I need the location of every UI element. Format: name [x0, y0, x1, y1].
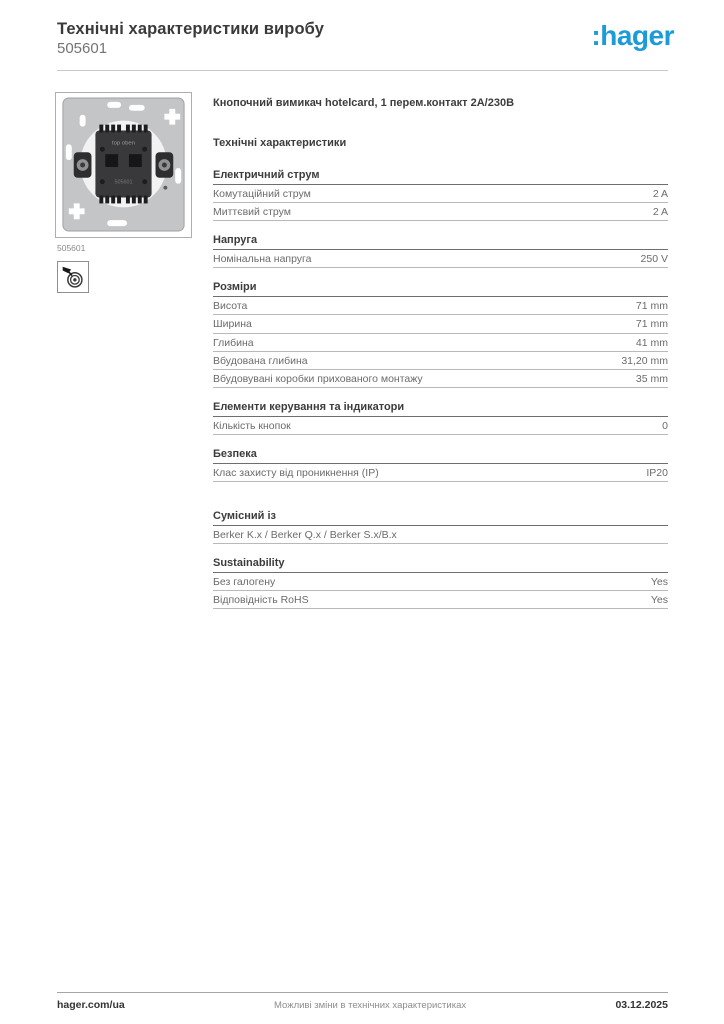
spec-section — [213, 401, 668, 435]
spec-row — [213, 203, 668, 221]
section-rows — [213, 417, 668, 435]
spec-section — [213, 169, 668, 221]
spec-row — [213, 417, 668, 435]
section-title: Елементи керування та індикатори — [213, 401, 668, 417]
spec-value: Yes — [650, 593, 668, 606]
spec-label: Відповідність RoHS — [213, 593, 309, 606]
section-rows — [213, 185, 668, 221]
spec-row — [213, 334, 668, 352]
spec-row — [213, 315, 668, 333]
image-caption: 505601 — [57, 243, 86, 253]
spec-row — [213, 352, 668, 370]
product-image — [55, 92, 192, 238]
spec-label: Клас захисту від проникнення (IP) — [213, 466, 379, 479]
spec-row — [213, 591, 668, 609]
specs-heading: Технічні характеристики — [213, 137, 347, 150]
section-rows — [213, 573, 668, 609]
hager-logo: :hager — [591, 20, 674, 51]
footer-date: 03.12.2025 — [615, 999, 668, 1011]
footer-website: hager.com/ua — [57, 999, 125, 1011]
spec-value: 2 A — [652, 188, 668, 201]
section-title: Безпека — [213, 448, 668, 464]
spec-value: 35 mm — [635, 372, 668, 385]
spec-row — [213, 370, 668, 388]
section-rows — [213, 250, 668, 268]
section-title: Напруга — [213, 234, 668, 250]
spec-label: Вбудована глибина — [213, 354, 308, 367]
spec-label: Комутаційний струм — [213, 188, 311, 201]
spec-value: 41 mm — [635, 336, 668, 349]
section-title: Sustainability — [213, 557, 668, 573]
spec-label: Глибина — [213, 336, 254, 349]
spec-section — [213, 448, 668, 482]
spec-section — [213, 510, 668, 544]
section-title: Електричний струм — [213, 169, 668, 185]
spec-label: Миттєвий струм — [213, 206, 291, 219]
spec-row — [213, 185, 668, 203]
footer — [57, 999, 668, 1011]
spec-section — [213, 281, 668, 387]
spec-label: Ширина — [213, 318, 252, 331]
page-title: Технічні характеристики виробу — [57, 20, 324, 38]
spec-label: Berker K.x / Berker Q.x / Berker S.x/B.x — [213, 528, 397, 541]
footer-divider — [57, 992, 668, 993]
spec-value: 31,20 mm — [621, 354, 668, 367]
spec-value: 71 mm — [635, 300, 668, 313]
spec-label: Вбудовувані коробки прихованого монтажу — [213, 372, 423, 385]
spec-label: Номінальна напруга — [213, 253, 312, 266]
product-description: Кнопочний вимикач hotelcard, 1 перем.контакт 2А/230В — [213, 97, 515, 109]
spec-row — [213, 573, 668, 591]
spec-value: 2 A — [652, 206, 668, 219]
spec-row — [213, 526, 668, 544]
section-rows — [213, 526, 668, 544]
claw-fixing-tool-icon — [57, 261, 89, 293]
spec-row — [213, 250, 668, 268]
spec-value: 71 mm — [635, 318, 668, 331]
section-rows — [213, 464, 668, 482]
product-number: 505601 — [57, 40, 108, 57]
spec-section — [213, 557, 668, 609]
spec-value: Yes — [650, 575, 668, 588]
spec-value: IP20 — [646, 466, 668, 479]
spec-value: 250 V — [640, 253, 668, 266]
svg-text:505601: 505601 — [114, 179, 133, 186]
spec-content — [213, 90, 668, 609]
section-title: Сумісний із — [213, 510, 668, 526]
svg-text:top oben: top oben — [112, 140, 135, 147]
section-rows — [213, 297, 668, 387]
switch-mechanism-illustration — [56, 93, 191, 237]
footer-disclaimer: Можливі зміни в технічних характеристиках — [274, 1000, 467, 1011]
spec-label: Кількість кнопок — [213, 419, 291, 432]
spec-section — [213, 234, 668, 268]
spec-sections — [213, 169, 668, 609]
spec-row — [213, 297, 668, 315]
spec-label: Без галогену — [213, 575, 276, 588]
spec-value: 0 — [662, 419, 668, 432]
spec-label: Висота — [213, 300, 248, 313]
spec-row — [213, 464, 668, 482]
section-title: Розміри — [213, 281, 668, 297]
header-divider — [57, 70, 668, 71]
